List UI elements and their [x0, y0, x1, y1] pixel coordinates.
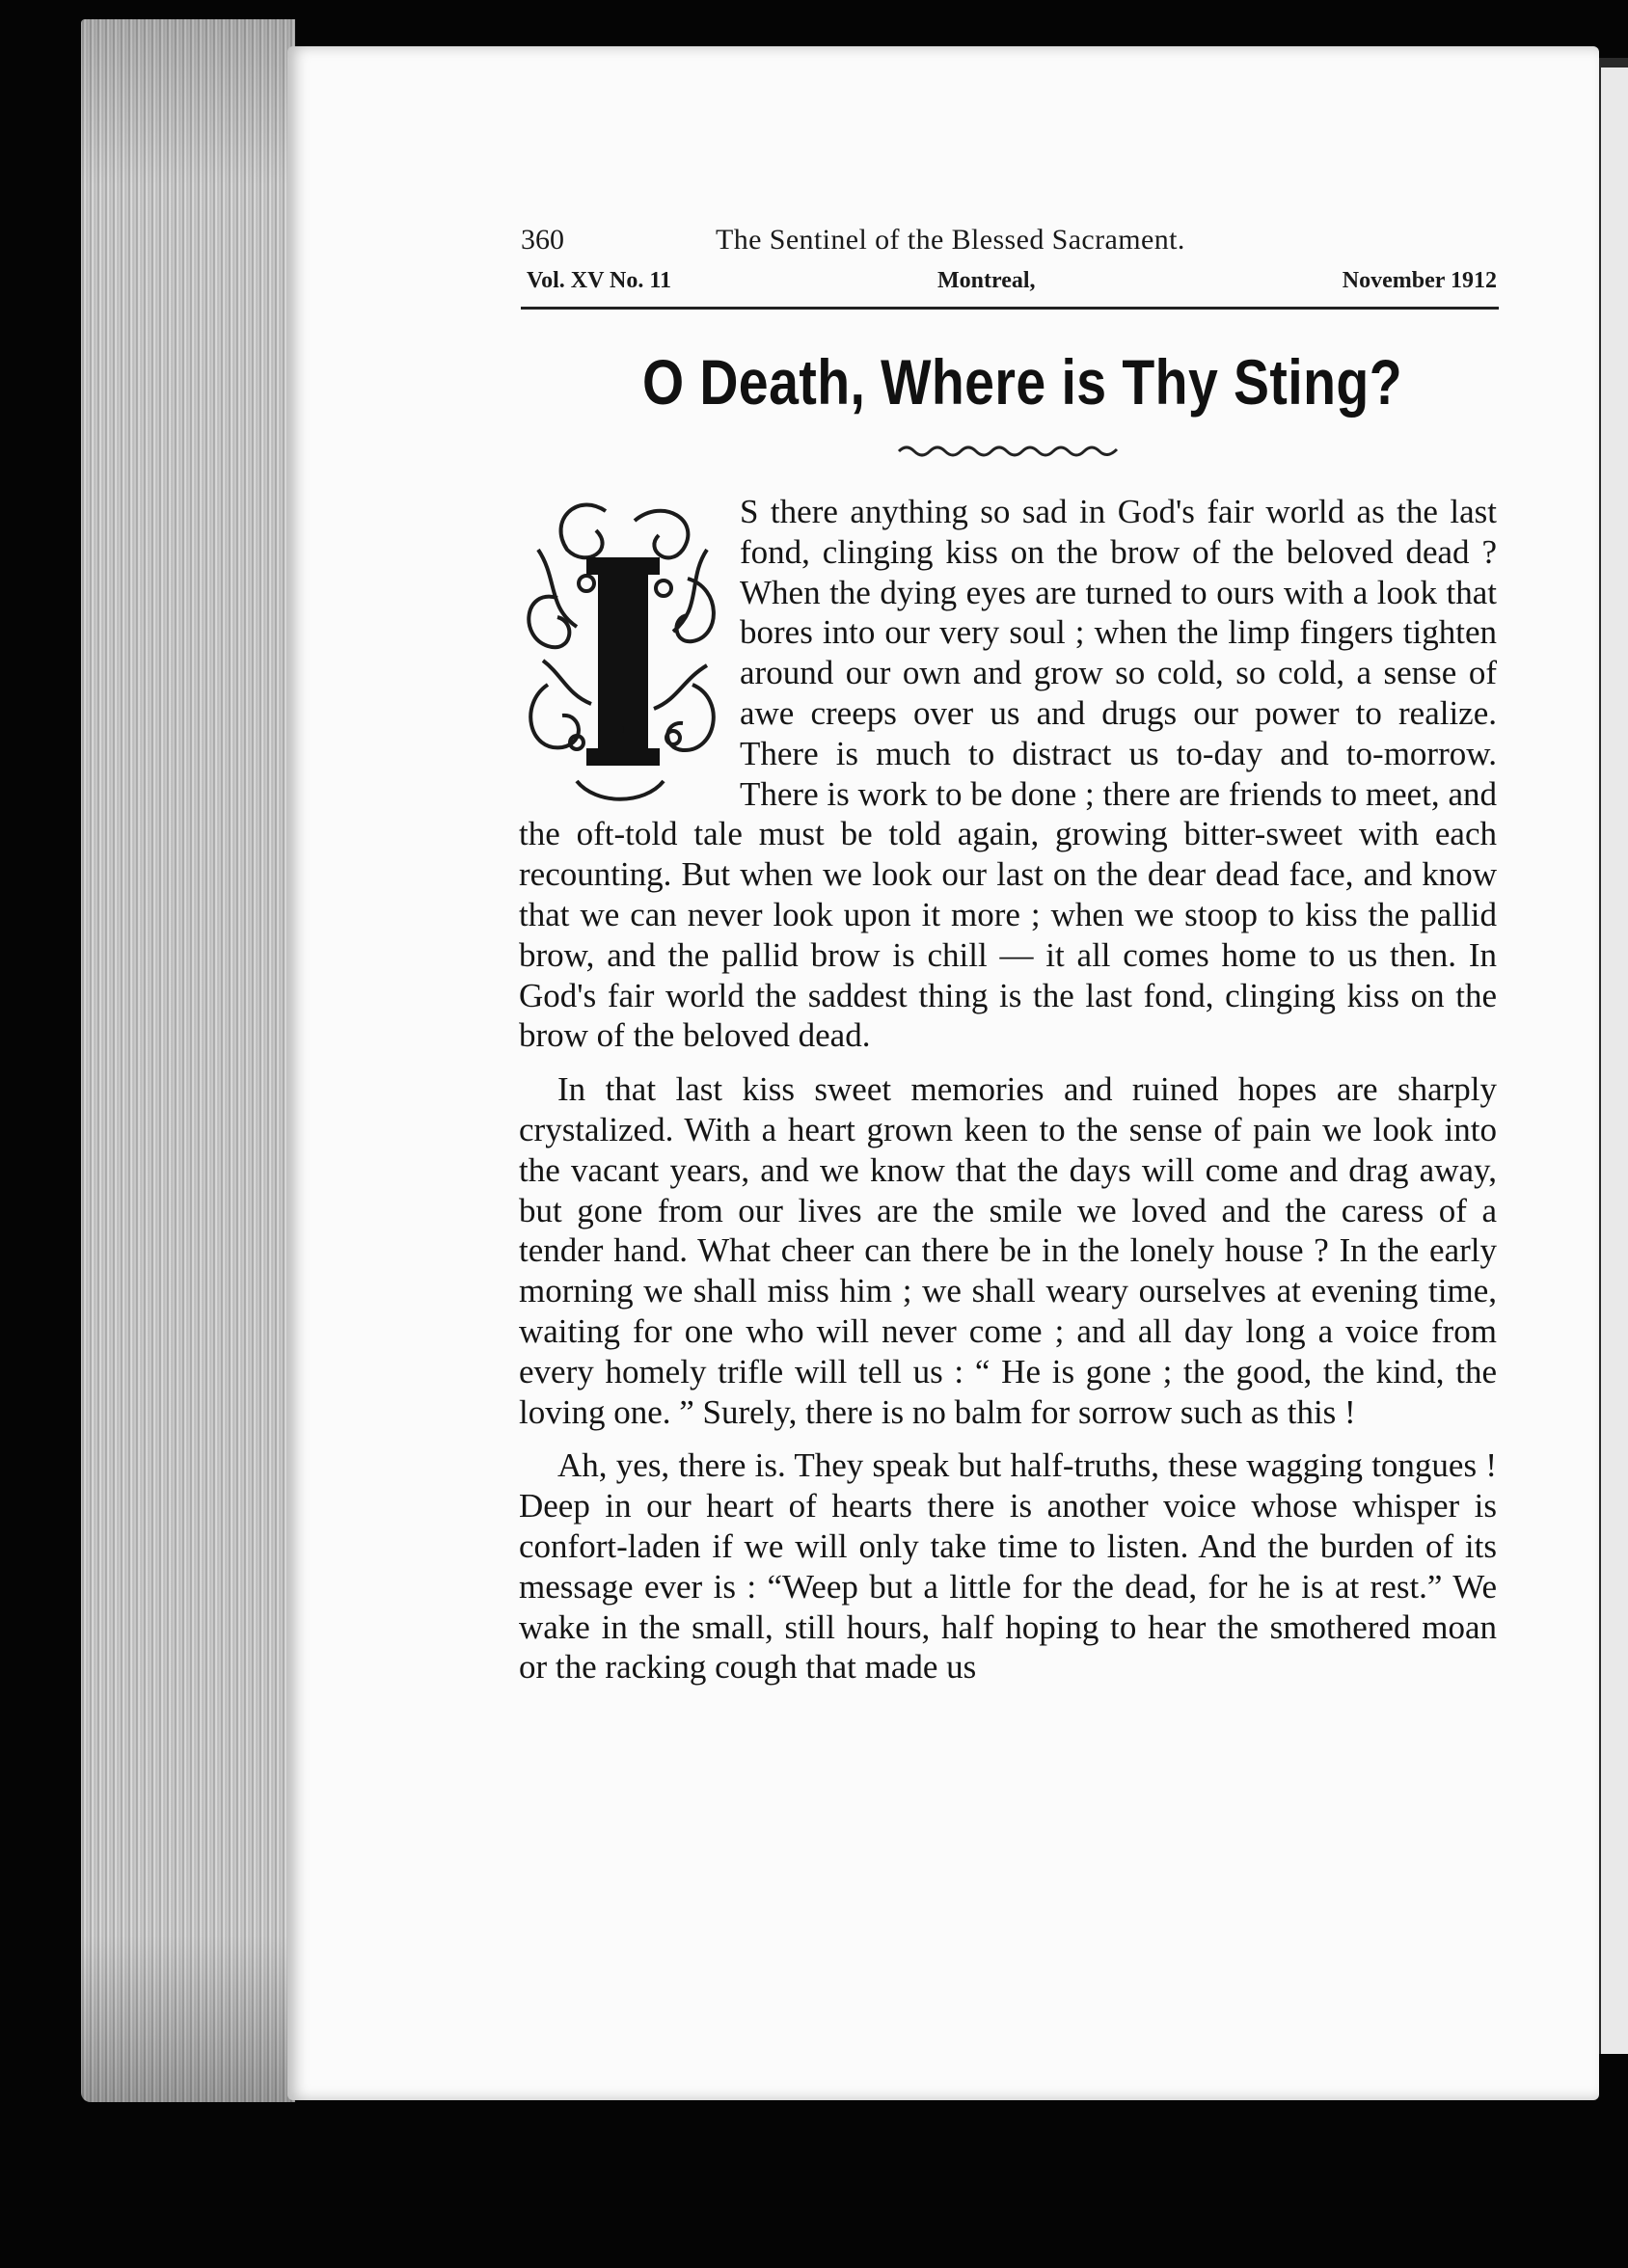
issue-line: [527, 264, 1497, 299]
running-head: [521, 220, 1497, 258]
decorated-initial: [519, 492, 726, 810]
book-page-edges: [81, 19, 295, 2102]
issue-date: November 1912: [1342, 268, 1497, 293]
dropcap-letter: I: [621, 725, 625, 736]
page-number: 360: [521, 224, 564, 256]
header-rule: [521, 307, 1499, 310]
journal-title: The Sentinel of the Blessed Sacrament.: [716, 224, 1185, 256]
paragraph-3: Ah, yes, there is. They speak but half-truths, these wagging tongues ! Deep in our heart of hearts there is another voice whose whisper is confort-laden if we will only take time to listen. And the burden of its message ever is : “Weep but a little for the dead, for he is at rest.” We wake in the small, still hours, half hoping to hear the smothered moan or the racking cough that made us: [519, 1446, 1497, 1687]
article-title: O Death, Where is Thy Sting?: [641, 346, 1402, 418]
place: Montreal,: [937, 268, 1036, 293]
article-body: [519, 492, 1497, 1688]
ornament-flourish: [897, 440, 1119, 459]
volume-info: Vol. XV No. 11: [527, 268, 672, 293]
paragraph-1: S there anything so sad in God's fair world as the last fond, clinging kiss on the brow of the beloved dead ? When the dying eyes are turned to ours with a look that bores into our very soul ; when the limp fingers tighten around our own and grow so cold, so cold, a sense of awe creeps over us and drugs our power to realize. There is much to distract us to-day and to-morrow. There is work to be done ; there are friends to meet, and the oft-told tale must be told again, growing bitter-sweet with each recounting. But when we look our last on the dear dead face, and know that we can never look upon it more ; when we stoop to kiss the pallid brow, and the pallid brow is chill — it all comes home to us then. In God's fair world the saddest thing is the last fond, clinging kiss on the brow of the beloved dead.: [519, 493, 1497, 1055]
paragraph-2: In that last kiss sweet memories and ruined hopes are sharply crystalized. With a heart grown keen to the sense of pain we look into the vacant years, and we know that the days will come and drag away, but gone from our lives are the smile we loved and the caress of a tender hand. What cheer can there be in the lonely house ? In the early morning we shall miss him ; we shall weary ourselves at evening time, waiting for one who will never come ; and all day long a voice from every homely trifle will tell us : “ He is gone ; the good, the kind, the loving one. ” Surely, there is no balm for sorrow such as this !: [519, 1070, 1497, 1431]
facing-page-edge: [1601, 68, 1628, 2054]
